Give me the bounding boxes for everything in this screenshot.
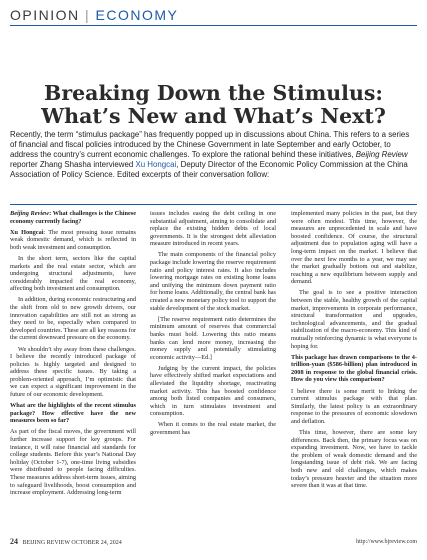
answer-1-text: : The most pressing issue remains weak domestic demand, which is reflected in both weak investment and consumption. xyxy=(10,228,136,251)
question-3: This package has drawn comparisons to the 4-trillion-yuan ($586-billion) plan introduced in 2008 in response to the global financial crisis. How do you view this comparison? xyxy=(291,353,417,384)
paragraph: As part of the fiscal moves, the government will further increase support for key groups. For instance, it will raise financial aid standards for college students. Before this year’s National Day holiday (October 1-7), one-time living subsidies were distributed to people facing difficulties. These measures address short-term issues, aiming to safeguard livelihoods, boost consumption and increase employment. Addressing long-term xyxy=(10,428,136,497)
publication-issue: BEIJING REVIEW OCTOBER 24, 2024 xyxy=(22,540,122,546)
question-2: What are the highlights of the recent stimulus package? How effective have the new measures been so far? xyxy=(10,402,136,425)
question-1 xyxy=(10,210,136,225)
header-rule xyxy=(10,25,417,26)
intro-text-1: Recently, the term “stimulus package” has frequently popped up in discussions about China. This refers to a series of financial and fiscal policies introduced by the Chinese Government in late September and early October, to address the country’s current economic challenges. To explore the rational behind these initiatives, xyxy=(10,130,410,159)
title-line-1: Breaking Down the Stimulus: xyxy=(44,81,383,105)
question-1-publication: Beijing Review xyxy=(10,210,50,217)
article-title xyxy=(10,82,417,128)
paragraph: This time, however, there are some key differences. Back then, the primary focus was on expanding investment. Now, we have to tackle the problem of weak domestic demand and the longstanding issue of debt risk. We are facing both new and old challenges, which makes today’s pressure heavier and the situation more severe than it was at that time. xyxy=(291,429,417,490)
article-intro xyxy=(10,130,417,180)
answer-1 xyxy=(10,229,136,252)
paragraph: We shouldn’t shy away from these challenges. I believe the recently introduced package of policies is highly targeted and designed to address these specific issues. By taking a problem-oriented approach, I’m optimistic that we can expect a significant improvement in the future of our economic development. xyxy=(10,345,136,399)
editor-note: [The reserve requirement ratio determines the minimum amount of reserves that commercial banks must hold. Lowering this ratio means banks can lend more money, increasing the money supply and potentially stimulating economic activity—Ed.] xyxy=(150,315,276,361)
answer-1-speaker: Xu Hongcai xyxy=(10,228,44,236)
paragraph: In the short term, sectors like the capital markets and the real estate sector, which are undergoing structural adjustments, have considerably impacted the real economy, affecting both investment and consumption. xyxy=(10,254,136,293)
section-label xyxy=(10,7,178,23)
title-line-2: What’s New and What’s Next? xyxy=(41,104,386,128)
intro-text-3: , Deputy Director of the Economic Policy Commission at the China Association of Policy Science. Edited excerpts of their conversation follow: xyxy=(10,160,408,179)
page-footer xyxy=(10,536,417,548)
intro-publication: Beijing Review xyxy=(355,150,408,159)
section-right: ECONOMY xyxy=(95,7,179,23)
paragraph: I believe there is some merit to linking the current stimulus package with that plan. Similarly, the latest policy is an extraordinary response to the pressures of economic slowdown and deflation. xyxy=(291,387,417,425)
intro-rule xyxy=(10,204,417,205)
paragraph: issues includes easing the debt ceiling in one substantial adjustment, aiming to consolidate and replace the existing hidden debts of local governments. It is the strongest debt alleviation measure introduced in recent years. xyxy=(150,210,276,248)
paragraph: In addition, during economic restructuring and the shift from old to new growth drivers, our innovation capabilities are still not as strong as they need to be, especially when compared to developed countries. These are all key reasons for the current downward pressure on the economy. xyxy=(10,296,136,342)
column-3 xyxy=(291,210,417,528)
paragraph: The main components of the financial policy package include lowering the reserve requirement ratio and policy interest rates. It also includes lowering mortgage rates on existing home loans and unifying the minimum down payment ratio for home loans. Additionally, the central bank has created a new monetary policy tool to support the stable development of the stock market. xyxy=(150,251,276,312)
intro-text-2: reporter Zhang Shasha interviewed xyxy=(10,160,136,169)
paragraph: When it comes to the real estate market, the government has xyxy=(150,421,276,437)
page-number: 24 xyxy=(10,537,18,546)
article-body xyxy=(10,210,417,528)
section-left: OPINION xyxy=(10,7,80,23)
interviewee-name: Xu Hongcai xyxy=(135,160,177,169)
paragraph: The goal is to see a positive interaction between the stable, healthy growth of the capital market, improvements in corporate performance, structural transformation and upgrades, technological advancements, and the gradual stabilization of the macro-economy. This kind of mutually reinforcing dynamic is what everyone is hoping for. xyxy=(291,289,417,350)
column-1 xyxy=(10,210,136,528)
paragraph: implemented many policies in the past, but they were often modest. This time, however, the measures are unprecedented in scale and have boosted confidence. Of course, the structural adjustment due to population aging will have a long-term impact on the market. I believe that over the next few months to a year, we may see the market gradually bottom out and stabilize, reaching a new equilibrium between supply and demand. xyxy=(291,210,417,286)
column-2 xyxy=(150,210,276,528)
paragraph: Judging by the current impact, the policies have effectively shifted market expectations and alleviated the liquidity shortage, reactivating market activity. This has boosted confidence among both listed companies and consumers, which in turn stimulates investment and consumption. xyxy=(150,364,276,418)
publication-url[interactable]: http://www.bjreview.com xyxy=(356,539,417,545)
section-header xyxy=(10,6,417,24)
section-divider: | xyxy=(85,7,91,23)
question-1-text: : What challenges is the Chinese economy currently facing? xyxy=(10,210,136,225)
